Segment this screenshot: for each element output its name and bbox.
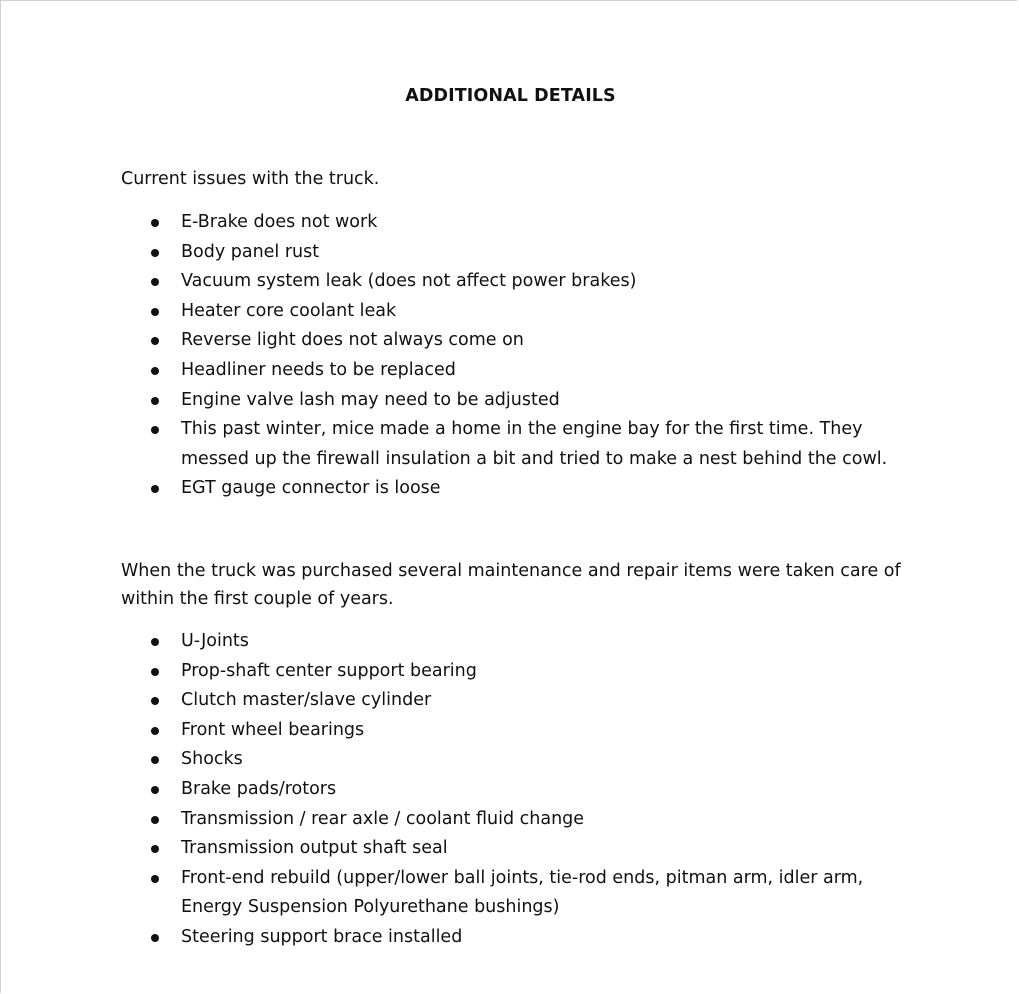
list-item-text: Prop-shaft center support bearing [181,660,477,681]
bullet-icon [151,397,159,405]
maintenance-intro: When the truck was purchased several maintenance and repair items were taken care of within the first couple of years. [121,561,901,609]
list-item [121,627,911,657]
bullet-icon [151,845,159,853]
current-issues-intro: Current issues with the truck. [121,169,380,189]
bullet-icon [151,426,159,434]
list-item [121,208,911,238]
list-item-text: Transmission output shaft seal [181,838,448,859]
bullet-icon [151,668,159,676]
list-item [121,834,911,864]
list-item [121,238,911,268]
list-item-text: Vacuum system leak (does not affect power brakes) [181,271,637,292]
bullet-icon [151,219,159,227]
list-item [121,415,911,474]
list-item-text: Shocks [181,749,243,770]
list-item-text: Heater core coolant leak [181,300,397,321]
list-item [121,657,911,687]
list-item [121,267,911,297]
list-item-text: Engine valve lash may need to be adjusted [181,389,560,410]
list-item [121,326,911,356]
list-item [121,805,911,835]
list-item-text: Transmission / rear axle / coolant fluid change [181,808,585,829]
bullet-icon [151,337,159,345]
list-item-text: Body panel rust [181,241,320,262]
list-item [121,745,911,775]
bullet-icon [151,816,159,824]
list-item-text: Front wheel bearings [181,719,365,740]
bullet-icon [151,249,159,257]
list-item [121,864,911,923]
list-item-text: Front-end rebuild (upper/lower ball joints, tie-rod ends, pitman arm, idler arm, Energy Suspension Polyurethane bushings) [181,867,864,918]
bullet-icon [151,278,159,286]
list-item [121,356,911,386]
list-item [121,686,911,716]
bullet-icon [151,697,159,705]
list-item-text: U-Joints [181,631,249,651]
list-item-text: Reverse light does not always come on [181,330,524,351]
bullet-icon [151,367,159,375]
bullet-icon [151,786,159,794]
list-item-text: Clutch master/slave cylinder [181,690,432,711]
bullet-icon [151,638,159,646]
bullet-icon [151,756,159,764]
list-item-text: Steering support brace installed [181,926,463,947]
list-item-text: E-Brake does not work [181,212,378,232]
list-item [121,775,911,805]
list-item-text: This past winter, mice made a home in the engine bay for the first time. They messed up the firewall insulation a bit and tried to make a nest behind the cowl. [181,419,888,469]
document-title: ADDITIONAL DETAILS [405,86,616,106]
list-item-text: Headliner needs to be replaced [181,359,456,380]
current-issues-list [121,208,911,504]
bullet-icon [151,485,159,493]
list-item [121,474,911,504]
maintenance-list [121,627,911,953]
bullet-icon [151,727,159,735]
list-item-text: Brake pads/rotors [181,778,337,799]
bullet-icon [151,875,159,883]
bullet-icon [151,308,159,316]
list-item [121,297,911,327]
bullet-icon [151,934,159,942]
list-item [121,386,911,416]
list-item-text: EGT gauge connector is loose [181,478,441,499]
list-item [121,923,911,953]
list-item [121,716,911,746]
